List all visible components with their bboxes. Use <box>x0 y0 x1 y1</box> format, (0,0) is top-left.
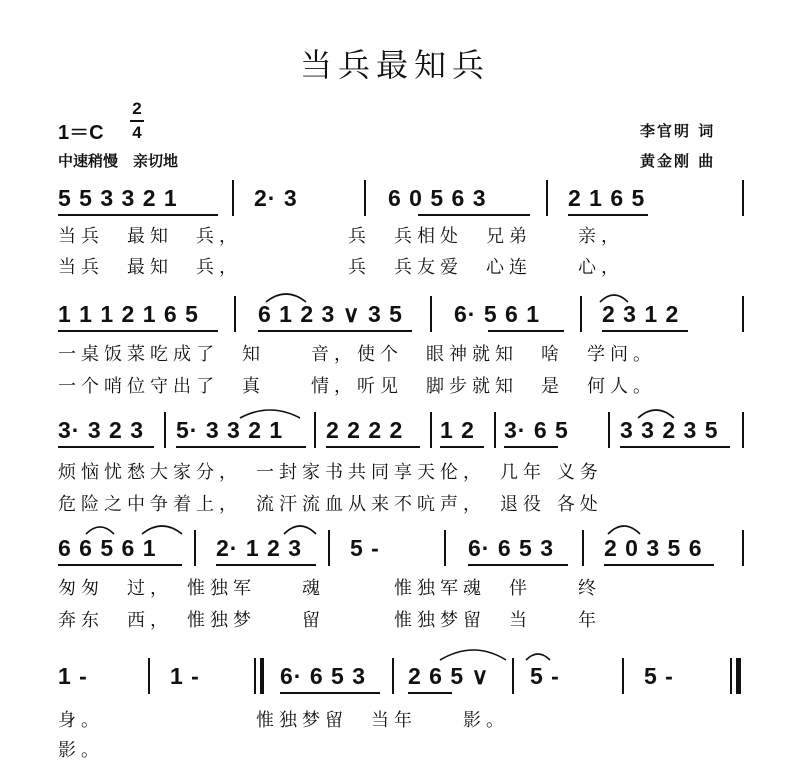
measure-5-3: 6· 6 5 3 <box>280 662 366 689</box>
measure-5-2: 1 - <box>170 662 200 689</box>
lyric-line-3-1: 烦恼忧愁大家分， 一封家书共同享天伦， 几年 义务 <box>58 462 603 483</box>
song-title: 当兵最知兵 <box>299 46 490 84</box>
lyric-line-4-2: 奔东 西， 惟独梦 留 惟独梦留 当 年 <box>58 610 601 631</box>
lyric-line-2-1: 一桌饭菜吃成了 知 音，使个 眼神就知 啥 学问。 <box>58 344 656 365</box>
lyric-line-4-1: 匆匆 过， 惟独军 魂 惟独军魂 伴 终 <box>58 578 601 599</box>
composer-credit: 黄金刚 曲 <box>640 152 716 170</box>
slur-arc <box>284 526 316 534</box>
measure-4-4: 6· 6 5 3 <box>468 534 554 561</box>
measure-2-2: 6 1 2 3 ∨ 3 5 <box>258 300 403 327</box>
measure-4-5: 2 0 3 5 6 <box>604 534 703 561</box>
slur-arc <box>526 654 550 660</box>
measure-3-5: 3· 6 5 <box>504 416 569 443</box>
slur-arc <box>638 410 674 418</box>
measure-5-5: 5 - <box>530 662 560 689</box>
slur-arc <box>266 294 306 302</box>
measure-4-1: 6 6 5 6 1 <box>58 534 157 561</box>
measure-3-1: 3· 3 2 3 <box>58 416 144 443</box>
measure-5-4: 2 6 5 ∨ <box>408 662 490 689</box>
lyric-line-1-1: 当兵 最知 兵， 兵 兵相处 兄弟 亲， <box>58 226 624 247</box>
measure-5-1: 1 - <box>58 662 88 689</box>
lyric-line-5-1: 身。 惟独梦留 当年 影。 <box>58 710 509 731</box>
time-signature-bottom: 4 <box>132 123 142 142</box>
measure-1-2: 2· 3 <box>254 184 298 211</box>
measure-1-3: 6 0 5 6 3 <box>388 184 487 211</box>
lyricist-credit: 李官明 词 <box>640 122 716 140</box>
measure-3-2: 5· 3 3 2 1 <box>176 416 284 443</box>
measure-2-4: 2 3 1 2 <box>602 300 680 327</box>
slur-arc <box>600 295 628 302</box>
key-signature: 1＝C <box>58 122 104 144</box>
lyric-line-1-2: 当兵 最知 兵， 兵 兵友爱 心连 心， <box>58 257 624 278</box>
measure-3-4: 1 2 <box>440 416 475 443</box>
lyric-line-2-2: 一个哨位守出了 真 情，听见 脚步就知 是 何人。 <box>58 376 656 397</box>
time-signature-top: 2 <box>132 99 142 118</box>
measure-5-6: 5 - <box>644 662 674 689</box>
slur-arc <box>86 527 114 534</box>
measure-3-6: 3 3 2 3 5 <box>620 416 719 443</box>
measure-2-3: 6· 5 6 1 <box>454 300 540 327</box>
slur-arc <box>608 526 640 534</box>
measure-1-1: 5 5 3 3 2 1 <box>58 184 178 211</box>
slur-arc <box>240 410 300 418</box>
lyric-line-5-2: 影。 <box>58 740 104 761</box>
measure-4-2: 2· 1 2 3 <box>216 534 302 561</box>
measure-2-1: 1 1 1 2 1 6 5 <box>58 300 199 327</box>
slur-arc <box>440 650 506 660</box>
measure-1-4: 2 1 6 5 <box>568 184 646 211</box>
tempo-marking: 中速稍慢 亲切地 <box>58 152 179 170</box>
measure-4-3: 5 - <box>350 534 380 561</box>
slur-arc <box>142 526 182 534</box>
measure-3-3: 2 2 2 2 <box>326 416 404 443</box>
lyric-line-3-2: 危险之中争着上， 流汗流血从来不吭声， 退役 各处 <box>58 494 603 515</box>
